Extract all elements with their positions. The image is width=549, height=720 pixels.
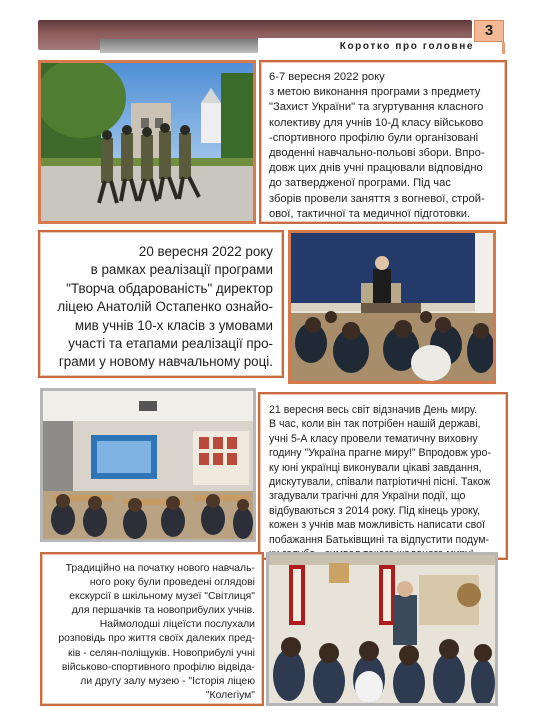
text-line: ової, тактичної та медичної підготовки.	[269, 207, 471, 220]
text-line: участі та етапами реалізації про-	[68, 336, 273, 352]
text-line: з метою виконання програми з предмету	[269, 86, 481, 99]
article-field-training	[259, 60, 507, 224]
text-line: учні 5-А класу провели тематичну виховну	[269, 432, 478, 445]
text-line: В час, коли він так потрібен нашій державі,	[269, 418, 481, 431]
text-line: -спортивного профілю були організовані	[269, 131, 479, 144]
text-line: ків - селян-поліщуків. Новоприбулі учні	[68, 647, 255, 659]
text-line: дводенні навчально-польові збори. Впро-	[269, 147, 485, 160]
article-peace-day	[258, 392, 508, 560]
article-field-training-text	[269, 70, 498, 222]
article-museum-text	[47, 562, 255, 703]
text-line: розповідь про життя своїх далеких пред-	[58, 633, 255, 645]
photo-field-training	[41, 63, 253, 221]
article-gifted-program-text	[47, 243, 273, 372]
text-line: Традиційно на початку нового навчаль-	[65, 563, 255, 574]
header-gray-strip	[100, 39, 260, 53]
text-line: ли другу залу музею - "Історія ліцею	[80, 675, 255, 687]
text-line: ку юні українці виконували цікаві завдання,	[269, 461, 482, 474]
text-line: до затвердженої програми. Під час	[269, 177, 451, 190]
article-peace-day-text	[269, 403, 501, 561]
photo-museum-frame	[266, 552, 498, 706]
text-line: мив учнів 10-х класів з умовами	[74, 317, 273, 333]
text-line: відбуваються з 2014 року. Під кінець уроку,	[269, 504, 480, 517]
photo-classroom-frame	[40, 388, 256, 542]
text-line: побажання Батьківщині та відпустити подум-	[269, 533, 490, 546]
text-line: "Колегіум"	[205, 689, 255, 701]
text-line: 6-7 вересня 2022 року	[269, 71, 385, 83]
section-title: Коротко про головне	[258, 38, 482, 56]
photo-director-meeting	[291, 233, 493, 381]
photo-peace-lesson	[43, 391, 253, 539]
text-line: грами у новому навчальному році.	[58, 354, 273, 370]
text-line: Наймолодші ліцеїсти послухали	[99, 619, 255, 631]
text-line: екскурсії в шкільному музеї "Світлиця"	[69, 591, 255, 603]
text-line: 21 вересня весь світ відзначив День миру.	[269, 404, 478, 416]
text-line: згадували трагічні для України події, що	[269, 490, 466, 503]
text-line: для першачків та новоприбулих учнів.	[71, 605, 255, 617]
text-line: кожен з учнів мав можливість написати свої	[269, 519, 485, 532]
article-gifted-program	[38, 230, 284, 378]
text-line: дискутували, співали патріотичні пісні. Також	[269, 476, 491, 489]
text-line: довж цих днів учні працювали відповідно	[269, 162, 483, 175]
photo-museum-excursion	[269, 555, 495, 703]
text-line: "Захист України" та згуртування класного	[269, 101, 484, 114]
header-accent	[502, 42, 505, 54]
text-line: 20 вересня 2022 року	[138, 244, 273, 259]
text-line: ного року були проведені оглядові	[89, 577, 255, 589]
text-line: колективу для учнів 10-Д класу військово	[269, 116, 484, 129]
text-line: "Творча обдарованість" директор	[66, 280, 273, 296]
text-line: ліцею Анатолій Остапенко ознайо-	[57, 299, 273, 315]
text-line: годину "Україна прагне миру!" Впродовж уро-	[269, 447, 491, 460]
photo-director-frame	[288, 230, 496, 384]
page-number: 3	[474, 20, 504, 42]
text-line: військово-спортивного профілю відвіда-	[61, 661, 255, 673]
photo-field-training-frame	[38, 60, 256, 224]
text-line: в рамках реалізації програми	[90, 262, 273, 278]
article-museum	[40, 552, 264, 706]
text-line: зборів провели заняття з вогневої, строй-	[269, 192, 485, 205]
